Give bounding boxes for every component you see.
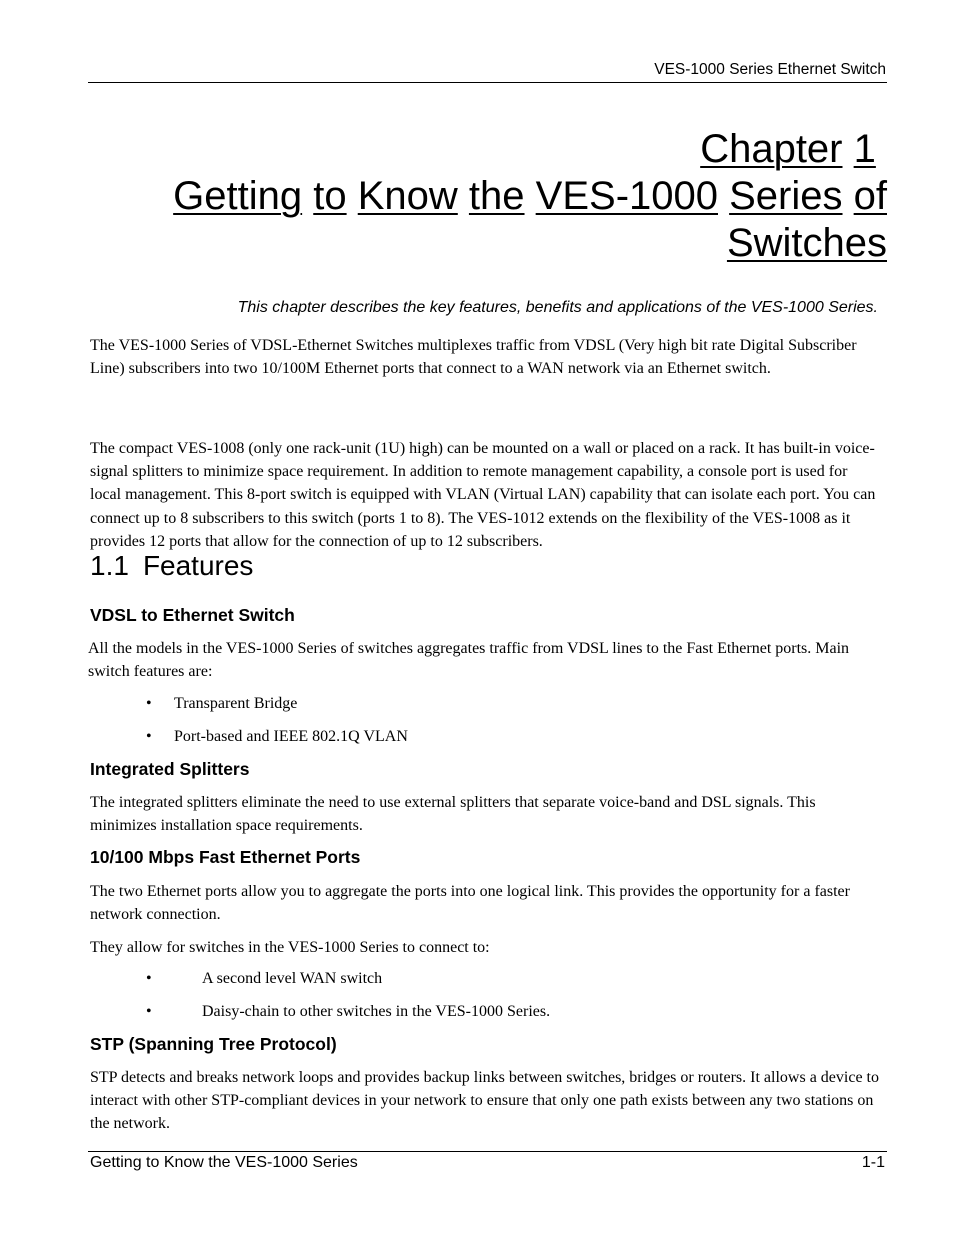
title-word: VES-1000 — [535, 174, 718, 218]
title-word: the — [468, 174, 525, 218]
chapter-title-line-3 — [87, 220, 887, 267]
paragraph-overview: The VES-1000 Series of VDSL-Ethernet Switches multiplexes traffic from VDSL (Very high bit rate Digital Subscriber Line) subscribers into two 10/100M Ethernet ports that connect to a WAN network via an Ethernet switch. — [90, 337, 857, 378]
page-header — [88, 60, 887, 83]
paragraph-vdsl: All the models in the VES-1000 Series of switches aggregates traffic from VDSL lines to the Fast Ethernet ports. Main switch features are: — [88, 640, 850, 681]
list-item-text: Daisy-chain to other switches in the VES-1000 Series. — [202, 1003, 551, 1020]
subheading-splitters: Integrated Splitters — [90, 759, 250, 779]
bullet-icon: • — [146, 970, 152, 987]
chapter-title-line-1 — [87, 126, 887, 173]
list-item-text: Port-based and IEEE 802.1Q VLAN — [174, 728, 408, 745]
footer-page-number: 1-1 — [861, 1154, 885, 1171]
subheading-fast-ethernet: 10/100 Mbps Fast Ethernet Ports — [90, 847, 361, 867]
title-word: Switches — [726, 221, 887, 265]
list-item-text: A second level WAN switch — [202, 970, 383, 987]
section-heading — [90, 550, 253, 582]
page-footer — [88, 1151, 887, 1176]
paragraph-connect: They allow for switches in the VES-1000 Series to connect to: — [90, 939, 490, 956]
title-word: Getting — [173, 174, 303, 218]
paragraph-splitters: The integrated splitters eliminate the need to use external splitters that separate voice-band and DSL signals. This minimizes installation space requirements. — [90, 794, 816, 835]
title-word: Series — [729, 174, 843, 218]
bullet-icon: • — [146, 728, 152, 745]
bullet-icon: • — [146, 1003, 152, 1020]
section-number: 1.1 — [90, 550, 129, 581]
subheading-stp: STP (Spanning Tree Protocol) — [90, 1034, 337, 1054]
section-title: Features — [142, 550, 254, 581]
title-word: to — [313, 174, 347, 218]
subheading-vdsl: VDSL to Ethernet Switch — [90, 605, 295, 625]
chapter-title — [87, 126, 887, 267]
chapter-number: 1 — [853, 127, 876, 171]
chapter-intro: This chapter describes the key features, benefits and applications of the VES-1000 Series. — [237, 299, 878, 316]
paragraph-stp: STP detects and breaks network loops and provides backup links between switches, bridges or routers. It allows a device to interact with other STP-compliant devices in your network to ensure that only one path exists between any two stations on the network. — [90, 1069, 879, 1133]
paragraph-fast-ethernet: The two Ethernet ports allow you to aggregate the ports into one logical link. This provides the opportunity for a faster network connection. — [90, 883, 850, 924]
footer-chapter-title: Getting to Know the VES-1000 Series — [90, 1154, 358, 1171]
paragraph-compact-model: The compact VES-1008 (only one rack-unit (1U) high) can be mounted on a wall or placed on a rack. It has built-in voice-signal splitters to minimize space requirement. In addition to remote management capability, a console port is used for local management. This 8-port switch is equipped with VLAN (Virtual LAN) capability that can isolate each port. You can connect up to 8 subscribers to this switch (ports 1 to 8). The VES-1012 extends on the flexibility of the VES-1008 as it provides 12 ports that allow for the connection of up to 12 subscribers. — [90, 440, 876, 550]
bullet-icon: • — [146, 695, 152, 712]
title-word: Know — [357, 174, 458, 218]
chapter-word: Chapter — [700, 127, 843, 171]
list-item-text: Transparent Bridge — [174, 695, 298, 712]
header-title: VES-1000 Series Ethernet Switch — [654, 61, 886, 78]
title-word: of — [853, 174, 887, 218]
chapter-title-line-2 — [87, 173, 887, 220]
